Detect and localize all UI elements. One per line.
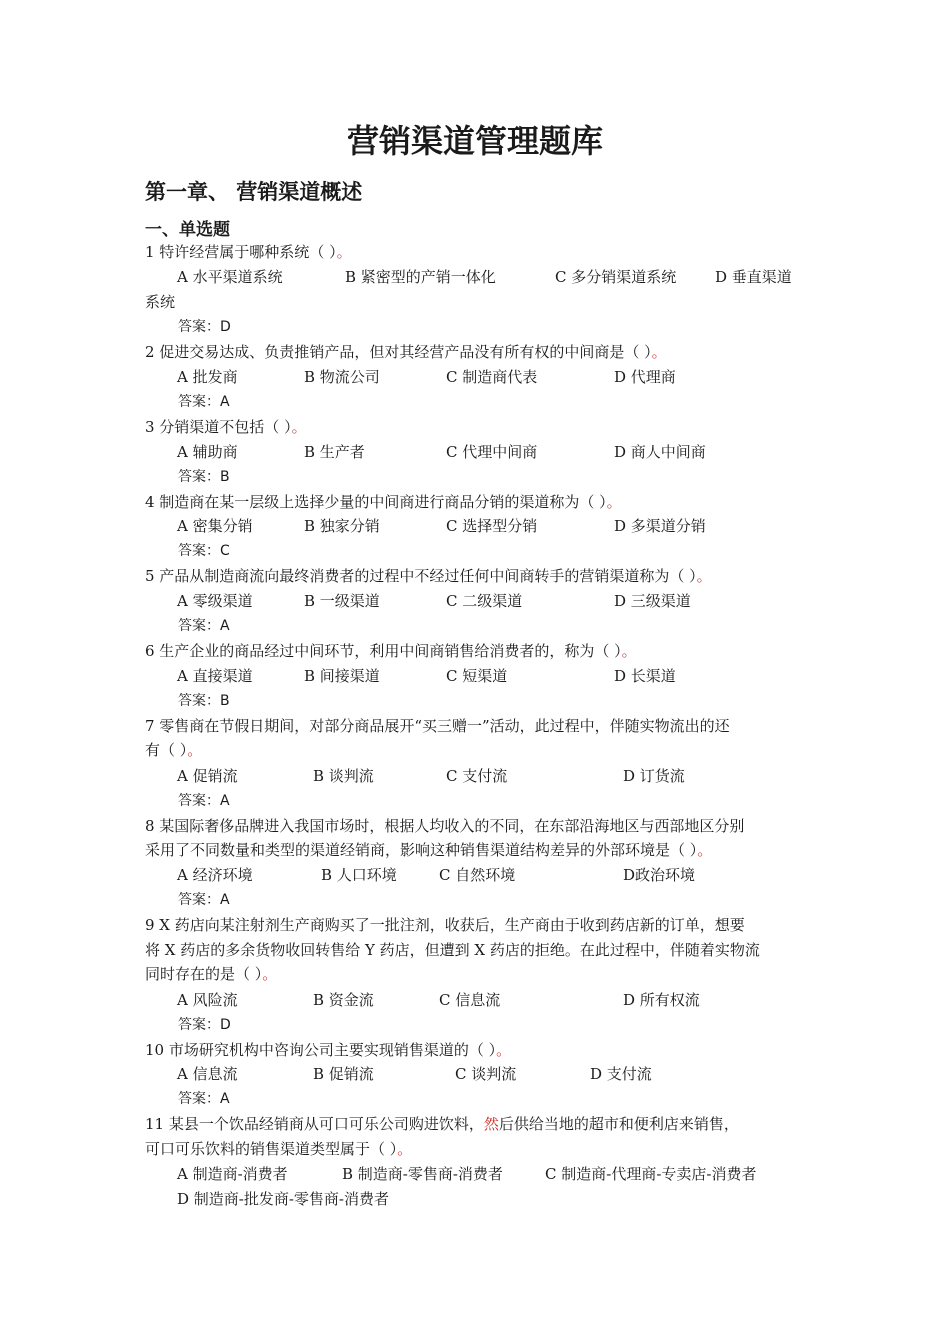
option-a: A 经济环境 <box>177 866 253 884</box>
option-c: C 选择型分销 <box>446 517 538 535</box>
question-3-stem <box>145 415 815 439</box>
question-text-end: 。 <box>606 493 622 511</box>
question-8-stem: 8 某国际奢侈品牌进入我国市场时，根据人均收入的不同，在东部沿海地区与西部地区分别 <box>145 817 745 835</box>
question-text-end: 。 <box>336 243 352 261</box>
question-6-stem <box>145 639 815 663</box>
option-c: C 谈判流 <box>455 1065 517 1083</box>
question-5-answer: 答案：A <box>178 618 230 634</box>
question-7-stem: 7 零售商在节假日期间，对部分商品展开“买三赠一”活动，此过程中，伴随实物流出的还 <box>145 717 730 735</box>
question-text: 同时存在的是（ ） <box>145 965 263 983</box>
option-b: B 制造商-零售商-消费者 <box>342 1165 503 1183</box>
question-text: 10 市场研究机构中咨询公司主要实现销售渠道的（ ） <box>145 1041 497 1059</box>
question-text-end: 。 <box>262 965 278 983</box>
question-11-stem <box>145 1112 815 1136</box>
question-text-end: 。 <box>696 567 712 585</box>
option-c: C 制造商-代理商-专卖店-消费者 <box>545 1165 757 1183</box>
option-a: A 零级渠道 <box>177 592 253 610</box>
question-text-end: 。 <box>697 841 713 859</box>
option-b: B 间接渠道 <box>304 667 380 685</box>
option-c: C 信息流 <box>439 991 501 1009</box>
question-text: 11 某县一个饮品经销商从可口可乐公司购进饮料， <box>145 1115 484 1133</box>
option-b: B 紧密型的产销一体化 <box>345 268 496 286</box>
question-10-answer: 答案：A <box>178 1091 230 1107</box>
option-a: A 批发商 <box>177 368 238 386</box>
question-10-stem <box>145 1038 815 1062</box>
question-3-answer: 答案：B <box>178 469 230 485</box>
question-text: 有（ ） <box>145 741 188 759</box>
option-b: B 促销流 <box>313 1065 374 1083</box>
option-a: A 直接渠道 <box>177 667 253 685</box>
question-text: 2 促进交易达成、负责推销产品，但对其经营产品没有所有权的中间商是（ ） <box>145 343 652 361</box>
option-c: C 代理中间商 <box>446 443 538 461</box>
question-5-stem <box>145 564 815 588</box>
question-7-answer: 答案：A <box>178 793 230 809</box>
option-b: B 独家分销 <box>304 517 380 535</box>
question-6-answer: 答案：B <box>178 693 230 709</box>
option-d: D 长渠道 <box>614 667 676 685</box>
question-text: 5 产品从制造商流向最终消费者的过程中不经过任何中间商转手的营销渠道称为（ ） <box>145 567 697 585</box>
option-b: B 谈判流 <box>313 767 374 785</box>
option-b: B 人口环境 <box>321 866 397 884</box>
question-9-answer: 答案：D <box>178 1017 231 1033</box>
section-heading: 一、单选题 <box>145 220 230 240</box>
option-d: D政治环境 <box>623 866 696 884</box>
option-b: B 生产者 <box>304 443 365 461</box>
question-text: 可口可乐饮料的销售渠道类型属于（ ） <box>145 1140 398 1158</box>
option-d: D 支付流 <box>590 1065 652 1083</box>
question-2-answer: 答案：A <box>178 394 230 410</box>
question-9-stem: 9 X 药店向某注射剂生产商购买了一批注剂，收获后，生产商由于收到药店新的订单，想要 <box>145 916 745 934</box>
option-c: C 自然环境 <box>439 866 516 884</box>
option-d: D 三级渠道 <box>614 592 691 610</box>
question-9-stem-continued: 将 X 药店的多余货物收回转售给 Y 药店，但遭到 X 药店的拒绝。在此过程中，伴随着实物流 <box>145 941 760 959</box>
highlighted-char: 然 <box>483 1115 499 1133</box>
option-d: D 多渠道分销 <box>614 517 706 535</box>
question-text-end: 。 <box>291 418 307 436</box>
option-a: A 水平渠道系统 <box>177 268 283 286</box>
question-text: 采用了不同数量和类型的渠道经销商，影响这种销售渠道结构差异的外部环境是（ ） <box>145 841 698 859</box>
question-text-end: 。 <box>496 1041 512 1059</box>
question-text-end: 。 <box>397 1140 413 1158</box>
question-1-stem <box>145 240 815 264</box>
question-text: 3 分销渠道不包括（ ） <box>145 418 292 436</box>
question-11-stem-continued <box>145 1137 815 1161</box>
option-b: B 资金流 <box>313 991 374 1009</box>
question-2-stem <box>145 340 815 364</box>
option-a: A 辅助商 <box>177 443 238 461</box>
question-1-answer: 答案：D <box>178 319 231 335</box>
option-d: D 所有权流 <box>623 991 700 1009</box>
chapter-heading: 第一章、 营销渠道概述 <box>145 180 363 204</box>
option-b: B 物流公司 <box>304 368 380 386</box>
question-text: 1 特许经营属于哪种系统（ ） <box>145 243 337 261</box>
option-b: B 一级渠道 <box>304 592 380 610</box>
option-a: A 制造商-消费者 <box>177 1165 288 1183</box>
option-a: A 风险流 <box>177 991 238 1009</box>
question-4-stem <box>145 490 815 514</box>
question-9-stem-continued-2 <box>145 962 815 986</box>
question-text-end: 。 <box>187 741 203 759</box>
option-a: A 信息流 <box>177 1065 238 1083</box>
option-d: D 代理商 <box>614 368 676 386</box>
option-d: D 商人中间商 <box>614 443 706 461</box>
question-4-answer: 答案：C <box>178 543 230 559</box>
option-c: C 短渠道 <box>446 667 508 685</box>
option-a: A 密集分销 <box>177 517 253 535</box>
option-d: D 订货流 <box>623 767 685 785</box>
option-c: C 二级渠道 <box>446 592 523 610</box>
question-text-cont: 后供给当地的超市和便利店来销售， <box>498 1115 739 1133</box>
question-text: 6 生产企业的商品经过中间环节，利用中间商销售给消费者的，称为（ ） <box>145 642 622 660</box>
question-text-end: 。 <box>651 343 667 361</box>
option-c: C 多分销渠道系统 <box>555 268 677 286</box>
question-text: 4 制造商在某一层级上选择少量的中间商进行商品分销的渠道称为（ ） <box>145 493 607 511</box>
option-a: A 促销流 <box>177 767 238 785</box>
question-8-answer: 答案：A <box>178 892 230 908</box>
option-d: D 制造商-批发商-零售商-消费者 <box>177 1190 390 1208</box>
question-text-end: 。 <box>621 642 637 660</box>
question-8-stem-continued <box>145 838 815 862</box>
option-c: C 制造商代表 <box>446 368 538 386</box>
document-title: 营销渠道管理题库 <box>346 122 603 160</box>
question-7-stem-continued <box>145 738 815 762</box>
option-c: C 支付流 <box>446 767 508 785</box>
question-1-option-d-continued: 系统 <box>145 293 176 311</box>
option-d: D 垂直渠道 <box>715 268 792 286</box>
